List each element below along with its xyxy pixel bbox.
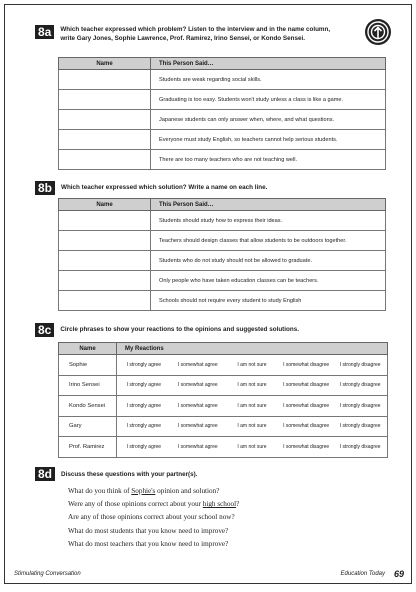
- statement-cell: Everyone must study English, so teachers cannot help serious students.: [151, 130, 386, 150]
- section-badge: 8a: [35, 25, 54, 39]
- table-row: [59, 90, 386, 110]
- problems-table: [58, 57, 386, 170]
- book-title: Stimulating Conversation: [14, 571, 81, 577]
- person-name: Irino Sensei: [59, 375, 117, 396]
- question-1: [68, 485, 239, 498]
- table-row: [59, 437, 388, 458]
- name-blank[interactable]: [59, 251, 151, 271]
- reaction-option[interactable]: I strongly disagree: [333, 375, 387, 396]
- column-header: Name: [59, 343, 117, 355]
- section-instruction: Which teacher expressed which solution? Write a name on each line.: [61, 184, 268, 191]
- section-8d-header: [35, 467, 197, 483]
- table-row: [59, 150, 386, 170]
- name-blank[interactable]: [59, 110, 151, 130]
- person-name: Kondo Sensei: [59, 396, 117, 417]
- section-badge: 8c: [35, 323, 54, 337]
- table-row: [59, 396, 388, 417]
- question-5: What do most teachers that you know need to improve?: [68, 539, 229, 548]
- underlined-word: high school: [202, 500, 237, 509]
- statement-cell: Students should study how to express their ideas.: [151, 211, 386, 231]
- table-row: [59, 130, 386, 150]
- unit-title: Education Today: [340, 571, 385, 577]
- table-row: [59, 231, 386, 251]
- table-row: [59, 211, 386, 231]
- reaction-option[interactable]: I somewhat disagree: [279, 375, 333, 396]
- section-8a-header: [35, 25, 335, 43]
- reaction-option[interactable]: I somewhat agree: [171, 396, 225, 417]
- reaction-option[interactable]: I somewhat agree: [171, 355, 225, 376]
- reaction-option[interactable]: I somewhat disagree: [279, 396, 333, 417]
- table-header-row: [59, 58, 386, 70]
- reaction-option[interactable]: I somewhat disagree: [279, 355, 333, 376]
- name-blank[interactable]: [59, 70, 151, 90]
- reaction-option[interactable]: I somewhat agree: [171, 437, 225, 458]
- reaction-option[interactable]: I am not sure: [225, 416, 279, 437]
- discussion-questions: [68, 485, 239, 551]
- reaction-option[interactable]: I somewhat agree: [171, 416, 225, 437]
- reaction-option[interactable]: I strongly disagree: [333, 416, 387, 437]
- table-row: [59, 251, 386, 271]
- page-number: 69: [393, 569, 404, 579]
- name-blank[interactable]: [59, 130, 151, 150]
- reaction-option[interactable]: I strongly disagree: [333, 396, 387, 417]
- reactions-table: [58, 342, 388, 458]
- table-row: [59, 416, 388, 437]
- question-text: Were any of those opinions correct about your: [68, 500, 203, 509]
- reaction-option[interactable]: I am not sure: [225, 396, 279, 417]
- table-row: [59, 70, 386, 90]
- workbook-page: [4, 4, 412, 584]
- person-name: Gary: [59, 416, 117, 437]
- statement-cell: Students who do not study should not be allowed to graduate.: [151, 251, 386, 271]
- reaction-option[interactable]: I am not sure: [225, 437, 279, 458]
- solutions-table: [58, 198, 386, 311]
- section-8b-header: [35, 181, 267, 195]
- statement-cell: There are too many teachers who are not teaching well.: [151, 150, 386, 170]
- name-blank[interactable]: [59, 90, 151, 110]
- column-header: Name: [59, 199, 151, 211]
- column-header: My Reactions: [117, 343, 388, 355]
- table-row: [59, 110, 386, 130]
- name-blank[interactable]: [59, 231, 151, 251]
- reaction-option[interactable]: I strongly agree: [117, 416, 171, 437]
- column-header: Name: [59, 58, 151, 70]
- name-blank[interactable]: [59, 211, 151, 231]
- reaction-option[interactable]: I strongly disagree: [333, 437, 387, 458]
- name-blank[interactable]: [59, 271, 151, 291]
- reaction-option[interactable]: I somewhat disagree: [279, 416, 333, 437]
- statement-cell: Graduating is too easy. Students won't study unless a class is like a game.: [151, 90, 386, 110]
- person-name: Sophie: [59, 355, 117, 376]
- section-instruction: Circle phrases to show your reactions to the opinions and suggested solutions.: [60, 326, 299, 333]
- question-4: What do most students that you know need to improve?: [68, 526, 229, 535]
- name-blank[interactable]: [59, 150, 151, 170]
- question-3: Are any of those opinions correct about your school now?: [68, 513, 235, 522]
- person-name: Prof. Ramirez: [59, 437, 117, 458]
- question-2: [68, 498, 239, 511]
- section-8c-header: [35, 323, 299, 337]
- name-blank[interactable]: [59, 291, 151, 311]
- reaction-option[interactable]: I am not sure: [225, 375, 279, 396]
- table-row: [59, 291, 386, 311]
- target-arrow-icon: [364, 18, 392, 46]
- reaction-option[interactable]: I somewhat agree: [171, 375, 225, 396]
- statement-cell: Students are weak regarding social skills.: [151, 70, 386, 90]
- section-badge: 8b: [35, 181, 55, 195]
- reaction-option[interactable]: I strongly disagree: [333, 355, 387, 376]
- section-instruction: Discuss these questions with your partner(s).: [61, 471, 198, 478]
- reaction-option[interactable]: I strongly agree: [117, 396, 171, 417]
- table-row: [59, 375, 388, 396]
- reaction-option[interactable]: I strongly agree: [117, 375, 171, 396]
- section-instruction: Which teacher expressed which problem? Listen to the interview and in the name column, write Gary Jones, Sophie Lawrence, Prof. Ramirez, Irino Sensei, or Kondo Sensei.: [60, 26, 331, 42]
- reaction-option[interactable]: I somewhat disagree: [279, 437, 333, 458]
- underlined-word: Sophie's: [131, 487, 156, 495]
- reaction-option[interactable]: I strongly agree: [117, 355, 171, 376]
- question-text: ?: [236, 500, 240, 509]
- column-header: This Person Said…: [151, 58, 386, 70]
- statement-cell: Schools should not require every student to study English: [151, 291, 386, 311]
- statement-cell: Japanese students can only answer when, where, and what questions.: [151, 110, 386, 130]
- page-footer: [5, 570, 411, 584]
- table-row: [59, 355, 388, 376]
- statement-cell: Only people who have taken education classes can be teachers.: [151, 271, 386, 291]
- section-badge: 8d: [35, 467, 55, 481]
- reaction-option[interactable]: I am not sure: [225, 355, 279, 376]
- question-text: opinion and solution?: [155, 487, 220, 495]
- table-header-row: [59, 343, 388, 355]
- table-row: [59, 271, 386, 291]
- column-header: This Person Said…: [151, 199, 386, 211]
- question-text: What do you think of: [68, 487, 132, 495]
- statement-cell: Teachers should design classes that allow students to be outdoors together.: [151, 231, 386, 251]
- table-header-row: [59, 199, 386, 211]
- reaction-option[interactable]: I strongly agree: [117, 437, 171, 458]
